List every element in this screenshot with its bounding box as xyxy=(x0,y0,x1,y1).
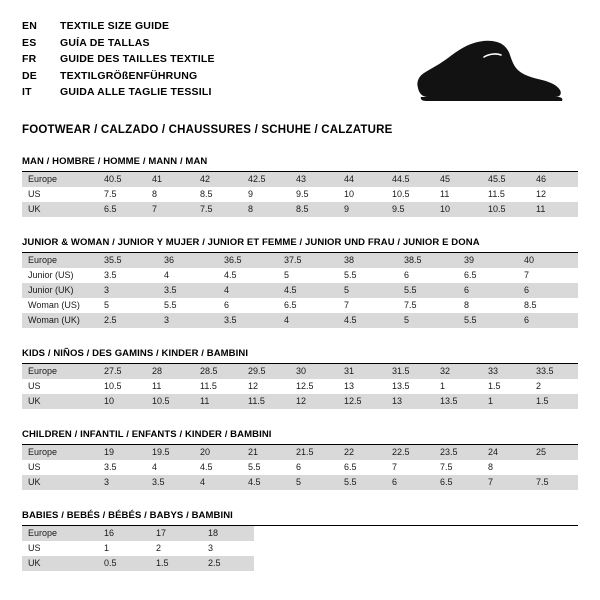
size-cell: 28 xyxy=(146,364,194,379)
table-row xyxy=(22,379,578,394)
size-cell: 29.5 xyxy=(242,364,290,379)
size-cell: 13.5 xyxy=(386,379,434,394)
size-cell xyxy=(530,460,578,475)
language-code: EN xyxy=(22,20,37,32)
size-cell: 5 xyxy=(278,268,338,283)
size-cell: 5.5 xyxy=(338,475,386,490)
size-cell: 11 xyxy=(434,187,482,202)
size-cell: 45 xyxy=(434,172,482,187)
size-cell: 19.5 xyxy=(146,445,194,460)
row-label: US xyxy=(22,460,98,475)
size-cell: 1.5 xyxy=(150,556,202,571)
size-cell: 10 xyxy=(338,187,386,202)
size-cell: 13 xyxy=(338,379,386,394)
size-cell: 7 xyxy=(518,268,578,283)
size-cell: 7 xyxy=(482,475,530,490)
size-section xyxy=(22,348,578,409)
size-cell: 36.5 xyxy=(218,253,278,268)
table-row xyxy=(22,253,578,268)
size-cell: 5.5 xyxy=(242,460,290,475)
size-cell: 8.5 xyxy=(290,202,338,217)
table-row xyxy=(22,298,578,313)
size-cell: 11.5 xyxy=(242,394,290,409)
size-cell: 10.5 xyxy=(98,379,146,394)
table-row xyxy=(22,187,578,202)
row-label: US xyxy=(22,379,98,394)
table-row xyxy=(22,541,578,556)
size-cell: 4 xyxy=(194,475,242,490)
size-cell: 45.5 xyxy=(482,172,530,187)
size-cell: 1 xyxy=(98,541,150,556)
size-section xyxy=(22,510,578,571)
spacer-cell xyxy=(254,541,578,556)
size-table xyxy=(22,253,578,328)
size-cell: 12.5 xyxy=(290,379,338,394)
size-cell: 43 xyxy=(290,172,338,187)
size-cell: 17 xyxy=(150,526,202,541)
size-cell: 3 xyxy=(98,283,158,298)
row-label: Europe xyxy=(22,253,98,268)
size-table xyxy=(22,364,578,409)
table-row xyxy=(22,526,578,541)
size-cell: 6.5 xyxy=(278,298,338,313)
language-code: IT xyxy=(22,86,32,98)
language-code: FR xyxy=(22,53,37,65)
size-cell: 2 xyxy=(530,379,578,394)
language-title: TEXTILGRÖßENFÜHRUNG xyxy=(60,69,198,82)
size-cell: 4.5 xyxy=(194,460,242,475)
row-label: Europe xyxy=(22,445,98,460)
size-cell: 30 xyxy=(290,364,338,379)
size-cell: 36 xyxy=(158,253,218,268)
size-cell: 6 xyxy=(386,475,434,490)
size-cell: 9.5 xyxy=(290,187,338,202)
table-row xyxy=(22,313,578,328)
size-cell: 4 xyxy=(278,313,338,328)
size-cell: 40 xyxy=(518,253,578,268)
size-cell: 13.5 xyxy=(434,394,482,409)
size-cell: 6 xyxy=(290,460,338,475)
size-cell: 6.5 xyxy=(338,460,386,475)
size-cell: 10.5 xyxy=(482,202,530,217)
size-cell: 11.5 xyxy=(482,187,530,202)
row-label: Junior (UK) xyxy=(22,283,98,298)
size-cell: 42 xyxy=(194,172,242,187)
size-cell: 6.5 xyxy=(98,202,146,217)
row-label: Europe xyxy=(22,526,98,541)
footwear-title: FOOTWEAR / CALZADO / CHAUSSURES / SCHUHE / CALZATURE xyxy=(22,124,393,136)
language-row xyxy=(22,18,215,35)
size-cell: 40.5 xyxy=(98,172,146,187)
size-cell: 5.5 xyxy=(338,268,398,283)
size-cell: 21 xyxy=(242,445,290,460)
size-table xyxy=(22,445,578,490)
size-cell: 39 xyxy=(458,253,518,268)
size-cell: 10 xyxy=(98,394,146,409)
size-cell: 7.5 xyxy=(530,475,578,490)
size-cell: 5 xyxy=(398,313,458,328)
size-cell: 7.5 xyxy=(434,460,482,475)
size-cell: 4.5 xyxy=(218,268,278,283)
size-cell: 6 xyxy=(518,313,578,328)
size-cell: 27.5 xyxy=(98,364,146,379)
size-cell: 3.5 xyxy=(98,460,146,475)
language-row xyxy=(22,84,215,101)
size-cell: 7.5 xyxy=(98,187,146,202)
row-label: Europe xyxy=(22,364,98,379)
size-cell: 31.5 xyxy=(386,364,434,379)
language-title: GUIDA ALLE TAGLIE TESSILI xyxy=(60,86,212,98)
size-cell: 24 xyxy=(482,445,530,460)
size-cell: 23.5 xyxy=(434,445,482,460)
size-cell: 4.5 xyxy=(278,283,338,298)
size-cell: 6 xyxy=(518,283,578,298)
row-label: UK xyxy=(22,394,98,409)
row-label: Junior (US) xyxy=(22,268,98,283)
size-cell: 7 xyxy=(338,298,398,313)
row-label: Woman (US) xyxy=(22,298,98,313)
size-cell: 8.5 xyxy=(194,187,242,202)
table-row xyxy=(22,283,578,298)
size-section xyxy=(22,429,578,490)
size-cell: 13 xyxy=(386,394,434,409)
table-row xyxy=(22,172,578,187)
size-cell: 11 xyxy=(530,202,578,217)
table-row xyxy=(22,445,578,460)
size-cell: 5.5 xyxy=(158,298,218,313)
language-code: DE xyxy=(22,69,37,82)
size-cell: 10 xyxy=(434,202,482,217)
size-cell: 7 xyxy=(386,460,434,475)
row-label: Woman (UK) xyxy=(22,313,98,328)
size-cell: 42.5 xyxy=(242,172,290,187)
size-cell: 10.5 xyxy=(386,187,434,202)
table-row xyxy=(22,202,578,217)
row-label: UK xyxy=(22,475,98,490)
size-cell: 4.5 xyxy=(338,313,398,328)
size-cell: 31 xyxy=(338,364,386,379)
size-cell: 44.5 xyxy=(386,172,434,187)
size-cell: 1.5 xyxy=(482,379,530,394)
size-cell: 33.5 xyxy=(530,364,578,379)
size-cell: 41 xyxy=(146,172,194,187)
size-cell: 5.5 xyxy=(458,313,518,328)
spacer-cell xyxy=(254,556,578,571)
size-cell: 4 xyxy=(146,460,194,475)
row-label: US xyxy=(22,187,98,202)
size-cell: 18 xyxy=(202,526,254,541)
size-cell: 6 xyxy=(398,268,458,283)
size-cell: 28.5 xyxy=(194,364,242,379)
table-row xyxy=(22,364,578,379)
row-label: Europe xyxy=(22,172,98,187)
size-cell: 4 xyxy=(218,283,278,298)
size-cell: 32 xyxy=(434,364,482,379)
size-cell: 38 xyxy=(338,253,398,268)
section-title: CHILDREN / INFANTIL / ENFANTS / KINDER / BAMBINI xyxy=(22,429,578,445)
size-cell: 6 xyxy=(458,283,518,298)
size-cell: 0.5 xyxy=(98,556,150,571)
size-cell: 8 xyxy=(242,202,290,217)
size-cell: 2 xyxy=(150,541,202,556)
document-header xyxy=(22,18,578,114)
table-row xyxy=(22,394,578,409)
size-cell: 12 xyxy=(530,187,578,202)
size-cell: 5 xyxy=(290,475,338,490)
size-cell: 16 xyxy=(98,526,150,541)
size-cell: 3.5 xyxy=(98,268,158,283)
size-cell: 33 xyxy=(482,364,530,379)
size-cell: 19 xyxy=(98,445,146,460)
size-cell: 44 xyxy=(338,172,386,187)
spacer-cell xyxy=(254,526,578,541)
section-title: BABIES / BEBÉS / BÉBÉS / BABYS / BAMBINI xyxy=(22,510,578,526)
size-cell: 8 xyxy=(482,460,530,475)
size-section xyxy=(22,156,578,217)
section-title: JUNIOR & WOMAN / JUNIOR Y MUJER / JUNIOR ET FEMME / JUNIOR UND FRAU / JUNIOR E DONA xyxy=(22,237,578,253)
size-table xyxy=(22,172,578,217)
size-cell: 1 xyxy=(434,379,482,394)
size-cell: 9 xyxy=(338,202,386,217)
row-label: US xyxy=(22,541,98,556)
size-cell: 11.5 xyxy=(194,379,242,394)
size-cell: 35.5 xyxy=(98,253,158,268)
row-label: UK xyxy=(22,202,98,217)
size-cell: 4.5 xyxy=(242,475,290,490)
size-cell: 21.5 xyxy=(290,445,338,460)
size-table xyxy=(22,526,578,571)
language-row xyxy=(22,35,215,52)
size-cell: 7.5 xyxy=(398,298,458,313)
size-cell: 1.5 xyxy=(530,394,578,409)
size-cell: 3 xyxy=(158,313,218,328)
size-cell: 37.5 xyxy=(278,253,338,268)
size-cell: 3.5 xyxy=(158,283,218,298)
size-cell: 9 xyxy=(242,187,290,202)
size-cell: 3 xyxy=(202,541,254,556)
size-cell: 4 xyxy=(158,268,218,283)
row-label: UK xyxy=(22,556,98,571)
size-cell: 12 xyxy=(290,394,338,409)
size-sections xyxy=(22,156,578,571)
size-cell: 5 xyxy=(98,298,158,313)
size-cell: 9.5 xyxy=(386,202,434,217)
size-cell: 3 xyxy=(98,475,146,490)
size-cell: 3.5 xyxy=(146,475,194,490)
dress-shoe-icon xyxy=(388,36,568,106)
size-cell: 6 xyxy=(218,298,278,313)
table-row xyxy=(22,268,578,283)
language-row xyxy=(22,51,215,68)
language-title: TEXTILE SIZE GUIDE xyxy=(60,20,170,32)
size-cell: 12.5 xyxy=(338,394,386,409)
size-cell: 46 xyxy=(530,172,578,187)
size-cell: 22.5 xyxy=(386,445,434,460)
language-title: GUIDE DES TAILLES TEXTILE xyxy=(60,53,215,65)
size-section xyxy=(22,237,578,328)
table-row xyxy=(22,556,578,571)
size-cell: 20 xyxy=(194,445,242,460)
size-cell: 1 xyxy=(482,394,530,409)
size-cell: 5 xyxy=(338,283,398,298)
language-title: GUÍA DE TALLAS xyxy=(60,36,150,49)
size-cell: 7 xyxy=(146,202,194,217)
size-cell: 38.5 xyxy=(398,253,458,268)
language-title-list xyxy=(22,18,215,101)
size-cell: 11 xyxy=(194,394,242,409)
table-row xyxy=(22,475,578,490)
size-cell: 22 xyxy=(338,445,386,460)
size-cell: 8 xyxy=(146,187,194,202)
size-cell: 6.5 xyxy=(434,475,482,490)
size-cell: 8.5 xyxy=(518,298,578,313)
size-cell: 3.5 xyxy=(218,313,278,328)
language-code: ES xyxy=(22,36,37,49)
size-cell: 5.5 xyxy=(398,283,458,298)
size-cell: 10.5 xyxy=(146,394,194,409)
size-cell: 2.5 xyxy=(202,556,254,571)
size-cell: 7.5 xyxy=(194,202,242,217)
table-row xyxy=(22,460,578,475)
section-title: KIDS / NIÑOS / DES GAMINS / KINDER / BAMBINI xyxy=(22,348,578,364)
size-cell: 6.5 xyxy=(458,268,518,283)
size-cell: 11 xyxy=(146,379,194,394)
size-cell: 2.5 xyxy=(98,313,158,328)
size-cell: 25 xyxy=(530,445,578,460)
size-cell: 12 xyxy=(242,379,290,394)
size-cell: 8 xyxy=(458,298,518,313)
language-row xyxy=(22,68,215,85)
section-title: MAN / HOMBRE / HOMME / MANN / MAN xyxy=(22,156,578,172)
